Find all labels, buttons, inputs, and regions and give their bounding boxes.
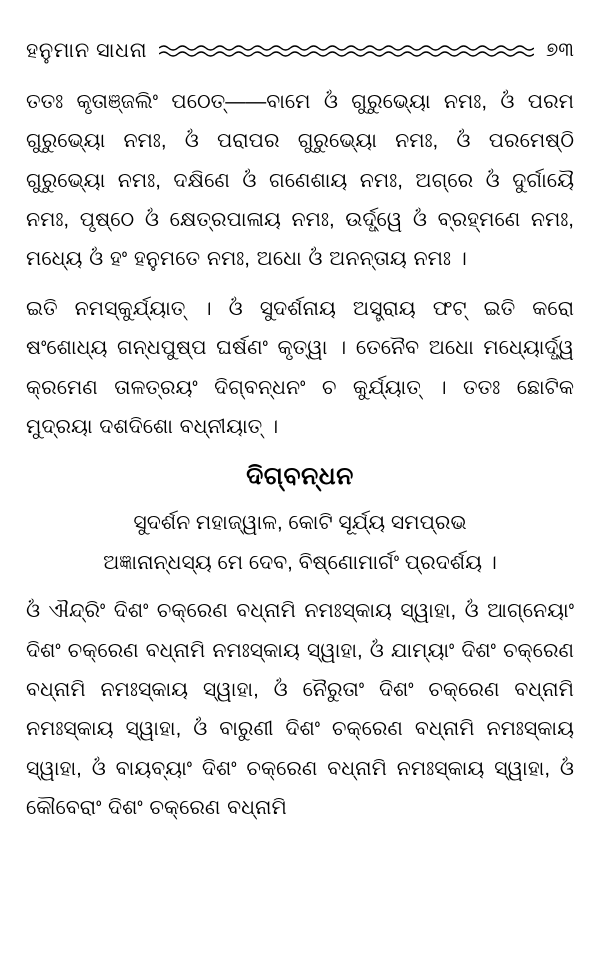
verse-line: ସୁଦର୍ଶନ ମହାଜ୍ୱାଳ, କୋଟି ସୂର୍ଯ୍ୟ ସମପ୍ରଭ — [133, 511, 467, 535]
page-content — [26, 82, 574, 827]
page-header — [26, 34, 574, 68]
page-number: ୭୩ — [546, 39, 574, 61]
body-paragraph-2: ଇତି ନମସ୍କୁର୍ଯ୍ୟାତ୍‌ । ଓଁ ସୁଦର୍ଶନାୟ ଅସ୍ତ୍ରାୟ ଫଟ୍‌ ଇତି କରୋ ଷଂଶୋଧ୍ୟ ଗନ୍ଧପୁଷ୍ପ ଘର୍ଷଣଂ କୃତ୍ୱା । ତେନୈବ ଅଧୋ ମଧ୍ୟୋର୍ଦ୍ଧ୍ୱ କ୍ରମେଣ ତାଳତ୍ରୟଂ ଦିଗ୍‌ବନ୍ଧନଂ ଚ କୁର୍ଯ୍ୟାତ୍‌ । ତତଃ ଛୋଟିକ ମୁଦ୍ରୟା ଦଶଦିଶୋ ବଧ୍ନୀୟାତ୍‌ । — [26, 296, 574, 438]
book-title: ହନୁମାନ ସାଧନା — [26, 38, 148, 62]
wavy-double-rule-icon — [159, 43, 534, 59]
verse-block — [26, 503, 574, 583]
body-paragraph-3: ଓଁ ଐନ୍ଦ୍ରିଂ ଦିଶଂ ଚକ୍ରେଣ ବଧ୍ନାମି ନମଃସ୍କାୟ ସ୍ୱାହା, ଓଁ ଆଗ୍ନେୟାଂ ଦିଶଂ ଚକ୍ରେଣ ବଧ୍ନାମି ନମଃସ୍କାୟ ସ୍ୱାହା, ଓଁ ଯାମ୍ୟାଂ ଦିଶଂ ଚକ୍ରେଣ ବଧ୍ନାମି ନମଃସ୍କାୟ ସ୍ୱାହା, ଓଁ ନୈରୁତାଂ ଦିଶଂ ଚକ୍ରେଣ ବଧ୍ନାମି ନମଃସ୍କାୟ ସ୍ୱାହା, ଓଁ ବାରୁଣୀ ଦିଶଂ ଚକ୍ରେଣ ବଧ୍ନାମି ନମଃସ୍କାୟ ସ୍ୱାହା, ଓଁ ବାୟବ୍ୟାଂ ଦିଶଂ ଚକ୍ରେଣ ବଧ୍ନାମି ନମଃସ୍କାୟ ସ୍ୱାହା, ଓଁ କୌବେରାଂ ଦିଶଂ ଚକ୍ରେଣ ବଧ୍ନାମି — [26, 599, 574, 819]
section-heading: ଦିଗ୍‌ବନ୍ଧନ — [246, 462, 354, 491]
verse-line: ଅଜ୍ଞାନାନ୍ଧସ୍ୟ ମେ ଦେବ, ବିଷ୍ଣୋମାର୍ଗଂ ପ୍ରଦର୍ଶୟ । — [103, 551, 497, 575]
body-paragraph-1: ତତଃ କୃତାଞ୍ଜଲିଂ ପଠେତ୍‌——ବାମେ ଓଁ ଗୁରୁଭ୍ୟୋ ନମଃ, ଓଁ ପରମ ଗୁରୁଭ୍ୟୋ ନମଃ, ଓଁ ପରାପର ଗୁରୁଭ୍ୟୋ ନମଃ, ଓଁ ପରମେଷ୍ଠି ଗୁରୁଭ୍ୟୋ ନମଃ, ଦକ୍ଷିଣେ ଓଁ ଗଣେଶାୟ ନମଃ, ଅଗ୍ରେ ଓଁ ଦୁର୍ଗାୟୈ ନମଃ, ପୃଷ୍ଠେ ଓଁ କ୍ଷେତ୍ରପାଳାୟ ନମଃ, ଉର୍ଦ୍ଧ୍ୱେ ଓଁ ବ୍ରହ୍ମଣେ ନମଃ, ମଧ୍ୟେ ଓଁ ହଂ ହନୁମତେ ନମଃ, ଅଧୋ ଓଁ ଅନନ୍ତାୟ ନମଃ । — [26, 90, 574, 271]
